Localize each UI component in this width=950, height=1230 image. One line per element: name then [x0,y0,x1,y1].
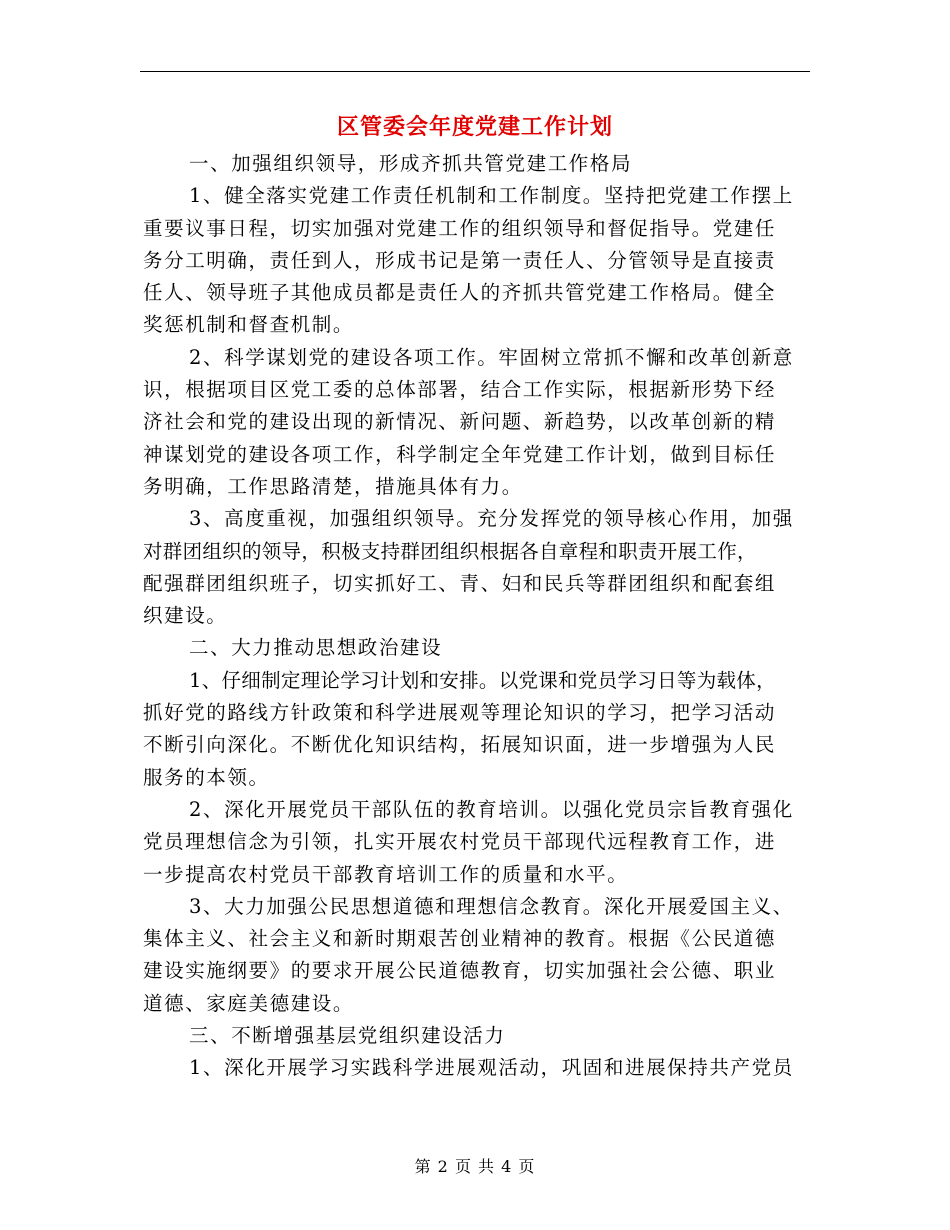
document-title: 区管委会年度党建工作计划 [336,114,613,140]
paragraph-line: 重要议事日程，切实加强对党建工作的组织领导和督促指导。党建任 [143,216,777,240]
paragraph-first-line: 3、大力加强公民思想道德和理想信念教育。深化开展爱国主义、 [189,894,794,918]
paragraph-first-line: 一、加强组织领导，形成齐抓共管党建工作格局 [189,152,633,175]
paragraph-first-line: 二、大力推动思想政治建设 [189,636,443,660]
paragraph-line: 务明确，工作思路清楚，措施具体有力。 [143,474,523,498]
page-footer: 第 2 页 共 4 页 [414,1157,536,1176]
paragraph-line: 服务的本领。 [143,765,270,789]
paragraph-first-line: 1、仔细制定理论学习计划和安排。以党课和党员学习日等为载体， [189,668,776,692]
paragraph-line: 对群团组织的领导，积极支持群团组织根据各自章程和职责开展工作， [143,539,757,563]
paragraph-first-line: 三、不断增强基层党组织建设活力 [189,1024,506,1048]
paragraph-first-line: 2、科学谋划党的建设各项工作。牢固树立常抓不懈和改革创新意 [189,345,794,369]
paragraph-line: 道德、家庭美德建设。 [143,991,355,1015]
header-rule [140,71,810,72]
paragraph-line: 济社会和党的建设出现的新情况、新问题、新趋势，以改革创新的精 [143,410,777,434]
document-body [143,148,810,1085]
paragraph-line: 任人、领导班子其他成员都是责任人的齐抓共管党建工作格局。健全 [143,281,777,305]
paragraph-line: 一步提高农村党员干部教育培训工作的质量和水平。 [143,862,629,886]
paragraph-line: 织建设。 [143,604,228,628]
paragraph-line: 党员理想信念为引领，扎实开展农村党员干部现代远程教育工作，进 [143,830,777,854]
paragraph-line: 务分工明确，责任到人，形成书记是第一责任人、分管领导是直接责 [143,248,777,272]
paragraph-first-line: 2、深化开展党员干部队伍的教育培训。以强化党员宗旨教育强化 [189,797,794,821]
paragraph-first-line: 3、高度重视，加强组织领导。充分发挥党的领导核心作用，加强 [189,507,794,531]
paragraph-line: 识，根据项目区党工委的总体部署，结合工作实际，根据新形势下经 [143,378,777,402]
paragraph-line: 建设实施纲要》的要求开展公民道德教育，切实加强社会公德、职业 [143,959,777,983]
paragraph-line: 神谋划党的建设各项工作，科学制定全年党建工作计划，做到目标任 [143,442,777,466]
paragraph-line: 集体主义、社会主义和新时期艰苦创业精神的教育。根据《公民道德 [143,927,777,951]
paragraph-line: 不断引向深化。不断优化知识结构，拓展知识面，进一步增强为人民 [143,733,777,757]
paragraph-line: 抓好党的路线方针政策和科学进展观等理论知识的学习，把学习活动 [143,701,777,725]
paragraph-first-line: 1、健全落实党建工作责任机制和工作制度。坚持把党建工作摆上 [189,184,794,208]
paragraph-line: 配强群团组织班子，切实抓好工、青、妇和民兵等群团组织和配套组 [143,571,777,595]
paragraph-first-line: 1、深化开展学习实践科学进展观活动，巩固和进展保持共产党员 [189,1056,794,1080]
paragraph-line: 奖惩机制和督查机制。 [143,313,355,337]
